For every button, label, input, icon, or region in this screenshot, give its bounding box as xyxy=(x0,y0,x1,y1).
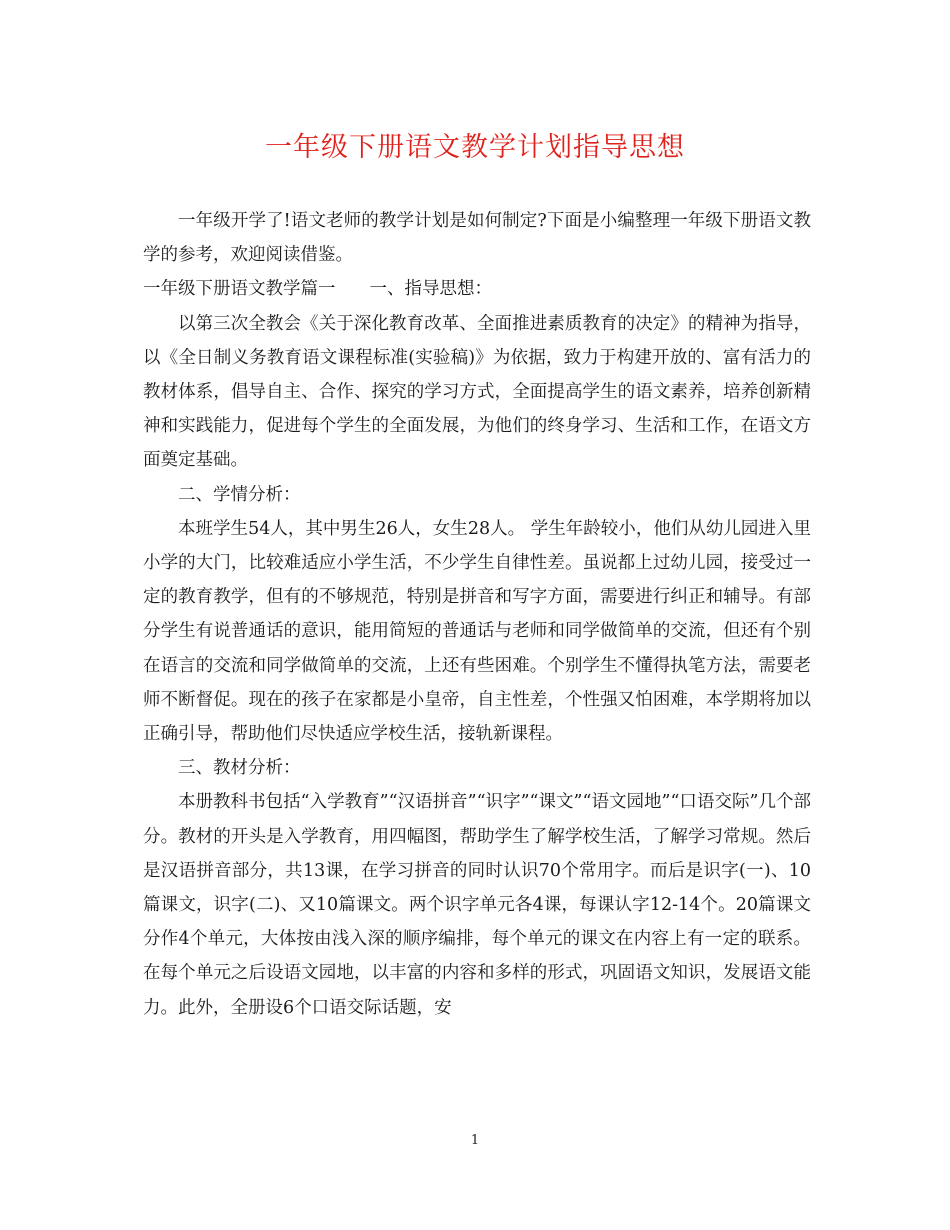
page-number: 1 xyxy=(470,1133,480,1148)
heading-guiding-thought: 一、指导思想： xyxy=(369,279,492,300)
intro-paragraph: 一年级开学了!语文老师的教学计划是如何制定?下面是小编整理一年级下册语文教学的参考，欢迎阅读借鉴。 xyxy=(143,211,811,266)
paragraph-guiding-thought: 以第三次全教会《关于深化教育改革、全面推进素质教育的决定》的精神为指导，以《全日制义务教育语文课程标准(实验稿)》为依据，致力于构建开放的、富有活力的教材体系，倡导自主、合作、探究的学习方式，全面提高学生的语文素养，培养创新精神和实践能力，促进每个学生的全面发展，为他们的终身学习、生活和工作，在语文方面奠定基础。 xyxy=(143,313,811,471)
heading-textbook-analysis: 三、教材分析： xyxy=(178,758,301,779)
heading-student-analysis: 二、学情分析： xyxy=(178,484,301,505)
section-label: 一年级下册语文教学篇一 xyxy=(143,279,336,300)
paragraph-textbook-analysis: 本册教科书包括“入学教育”“汉语拼音”“识字”“课文”“语文园地”“口语交际”几个部分。教材的开头是入学教育，用四幅图，帮助学生了解学校生活，了解学习常规。然后是汉语拼音部分，共13课，在学习拼音的同时认识70个常用字。而后是识字(一)、10篇课文，识字(二)、又10篇课文。两个识字单元各4课，每课认字12-14个。20篇课文分作4个单元，大体按由浅入深的顺序编排，每个单元的课文在内容上有一定的联系。在每个单元之后设语文园地，以丰富的内容和多样的形式，巩固语文知识，发展语文能力。此外，全册设6个口语交际话题，安 xyxy=(143,792,811,1018)
paragraph-student-analysis: 本班学生54人，其中男生26人，女生28人。 学生年龄较小，他们从幼儿园进入里小学的大门，比较难适应小学生活，不少学生自律性差。虽说都上过幼儿园，接受过一定的教育教学，但有的不够规范，特别是拼音和写字方面，需要进行纠正和辅导。有部分学生有说普通话的意识，能用简短的普通话与老师和同学做简单的交流，但还有个别在语言的交流和同学做简单的交流，上还有些困难。个别学生不懂得执笔方法，需要老师不断督促。现在的孩子在家都是小皇帝，自主性差，个性强又怕困难，本学期将加以正确引导，帮助他们尽快适应学校生活，接轨新课程。 xyxy=(143,518,811,745)
document-body xyxy=(143,204,811,1025)
section-line xyxy=(143,272,811,306)
document-title: 一年级下册语文教学计划指导思想 xyxy=(265,132,685,163)
